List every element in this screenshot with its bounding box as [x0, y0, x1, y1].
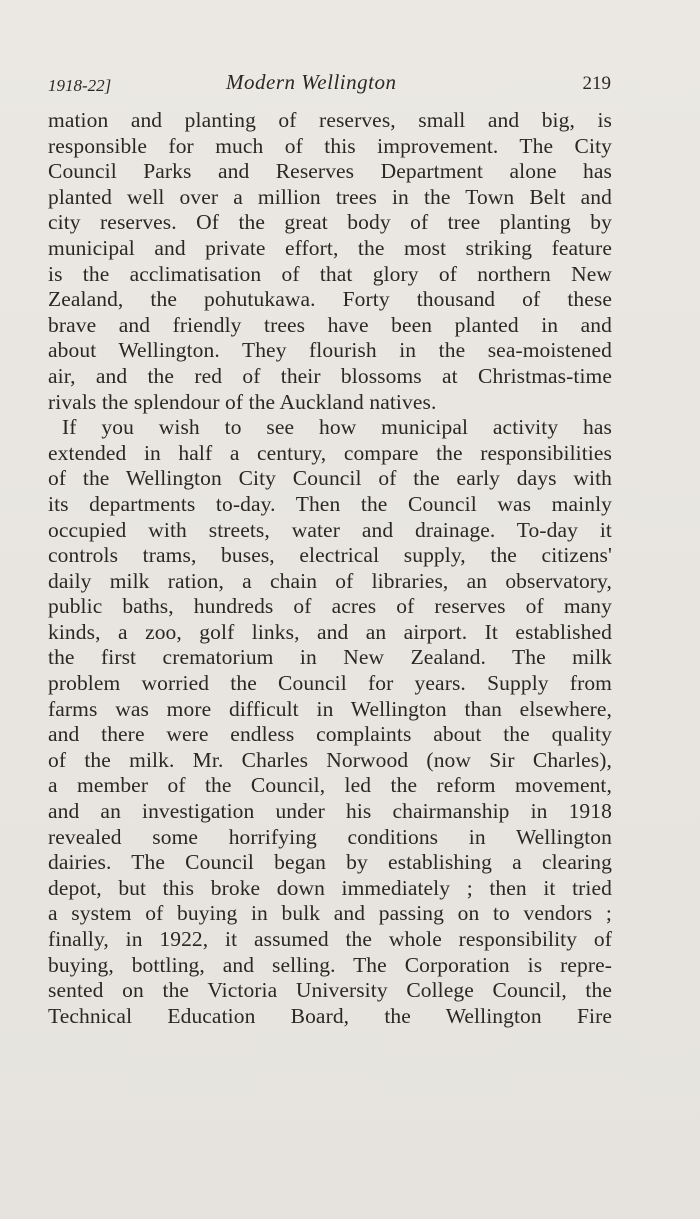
- text-line: farms was more difficult in Wellington than elsewhere,: [48, 696, 612, 721]
- text-line: mation and planting of reserves, small and big, is: [48, 108, 612, 132]
- text-line: sented on the Victoria University College Council, the: [48, 978, 612, 1003]
- text-line: air, and the red of their blossoms at Christmas-time: [48, 363, 612, 388]
- text-line: dairies. The Council began by establishing a clearing: [48, 850, 612, 875]
- text-line: brave and friendly trees have been planted in and: [48, 312, 612, 337]
- running-head: [48, 70, 611, 102]
- text-line: Council Parks and Reserves Department alone has: [48, 159, 612, 184]
- text-line: depot, but this broke down immediately ; then it tried: [48, 875, 612, 900]
- text-line: occupied with streets, water and drainage. To-day it: [48, 517, 612, 542]
- text-line: revealed some horrifying conditions in Wellington: [48, 824, 612, 849]
- text-line: buying, bottling, and selling. The Corporation is repre-: [48, 952, 612, 977]
- text-line: municipal and private effort, the most striking feature: [48, 235, 612, 260]
- page-number: 219: [582, 73, 611, 94]
- text-line: of the milk. Mr. Charles Norwood (now Sir Charles),: [48, 747, 612, 772]
- running-head-title: Modern Wellington: [226, 70, 397, 94]
- text-line: Zealand, the pohutukawa. Forty thousand of these: [48, 287, 612, 312]
- body-text: [48, 108, 612, 1029]
- paragraph-end-line: rivals the splendour of the Auckland natives.: [48, 389, 437, 414]
- text-line: daily milk ration, a chain of libraries, an observatory,: [48, 568, 612, 593]
- text-line: and an investigation under his chairmanship in 1918: [48, 799, 612, 824]
- text-line: is the acclimatisation of that glory of northern New: [48, 261, 612, 286]
- text-line: public baths, hundreds of acres of reserves of many: [48, 594, 612, 619]
- text-line: a system of buying in bulk and passing on to vendors ;: [48, 901, 612, 926]
- text-line: responsible for much of this improvement. The City: [48, 133, 612, 158]
- running-head-date-range: 1918-22]: [48, 76, 112, 95]
- text-line: its departments to-day. Then the Council was mainly: [48, 491, 612, 516]
- text-line: of the Wellington City Council of the early days with: [48, 466, 612, 491]
- text-line: the first crematorium in New Zealand. The milk: [48, 645, 612, 670]
- text-line: kinds, a zoo, golf links, and an airport. It established: [48, 619, 612, 644]
- text-line: finally, in 1922, it assumed the whole responsibility of: [48, 927, 612, 951]
- text-line: a member of the Council, led the reform movement,: [48, 773, 612, 798]
- text-line: problem worried the Council for years. Supply from: [48, 671, 612, 696]
- text-line: controls trams, buses, electrical supply, the citizens': [48, 543, 612, 568]
- paragraph-start-line: If you wish to see how municipal activity has: [62, 415, 612, 440]
- text-line: Technical Education Board, the Wellington Fire: [48, 1003, 612, 1028]
- text-line: extended in half a century, compare the responsibilities: [48, 440, 612, 465]
- text-line: about Wellington. They flourish in the sea-moistened: [48, 338, 612, 363]
- text-line: city reserves. Of the great body of tree planting by: [48, 210, 612, 235]
- text-line: planted well over a million trees in the Town Belt and: [48, 184, 612, 209]
- text-line: and there were endless complaints about the quality: [48, 722, 612, 747]
